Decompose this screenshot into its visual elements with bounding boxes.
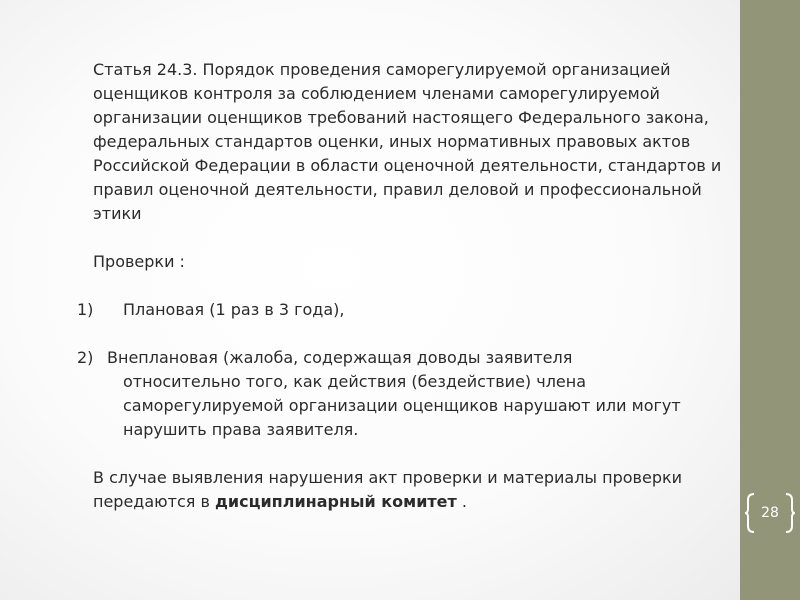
checks-label: Проверки : <box>93 252 185 271</box>
page-number: 28 <box>761 505 779 521</box>
list-item <box>77 298 733 322</box>
list-number: 2) <box>77 348 94 367</box>
article-heading: Статья 24.3. Порядок проведения саморегулируемой организацией оценщиков контроля за соблюдением членами саморегулируемой организации оценщиков требований настоящего Федерального закона, федеральных стандартов оценки, иных нормативных правовых актов Российской Федерации в области оценочной деятельности, стандартов и правил оценочной деятельности, правил деловой и профессиональной этики <box>93 60 722 223</box>
slide-content <box>77 58 733 514</box>
page-number-badge <box>744 491 796 535</box>
list-item <box>77 346 733 442</box>
final-text: В случае выявления нарушения акт проверки и материалы проверки передаются в <box>93 468 683 511</box>
list-text <box>107 346 733 442</box>
list-number: 1) <box>77 300 94 319</box>
final-paragraph <box>93 466 733 514</box>
list-text-continuation: относительно того, как действия (бездействие) члена саморегулируемой организации оценщиков нарушают или могут нарушить права заявителя. <box>123 372 681 439</box>
list-text: Плановая (1 раз в 3 года), <box>123 300 345 319</box>
final-text-end: . <box>456 492 467 511</box>
list-text-first-line: Внеплановая (жалоба, содержащая доводы заявителя <box>107 348 573 367</box>
disciplinary-committee-text: дисциплинарный комитет <box>214 492 457 511</box>
